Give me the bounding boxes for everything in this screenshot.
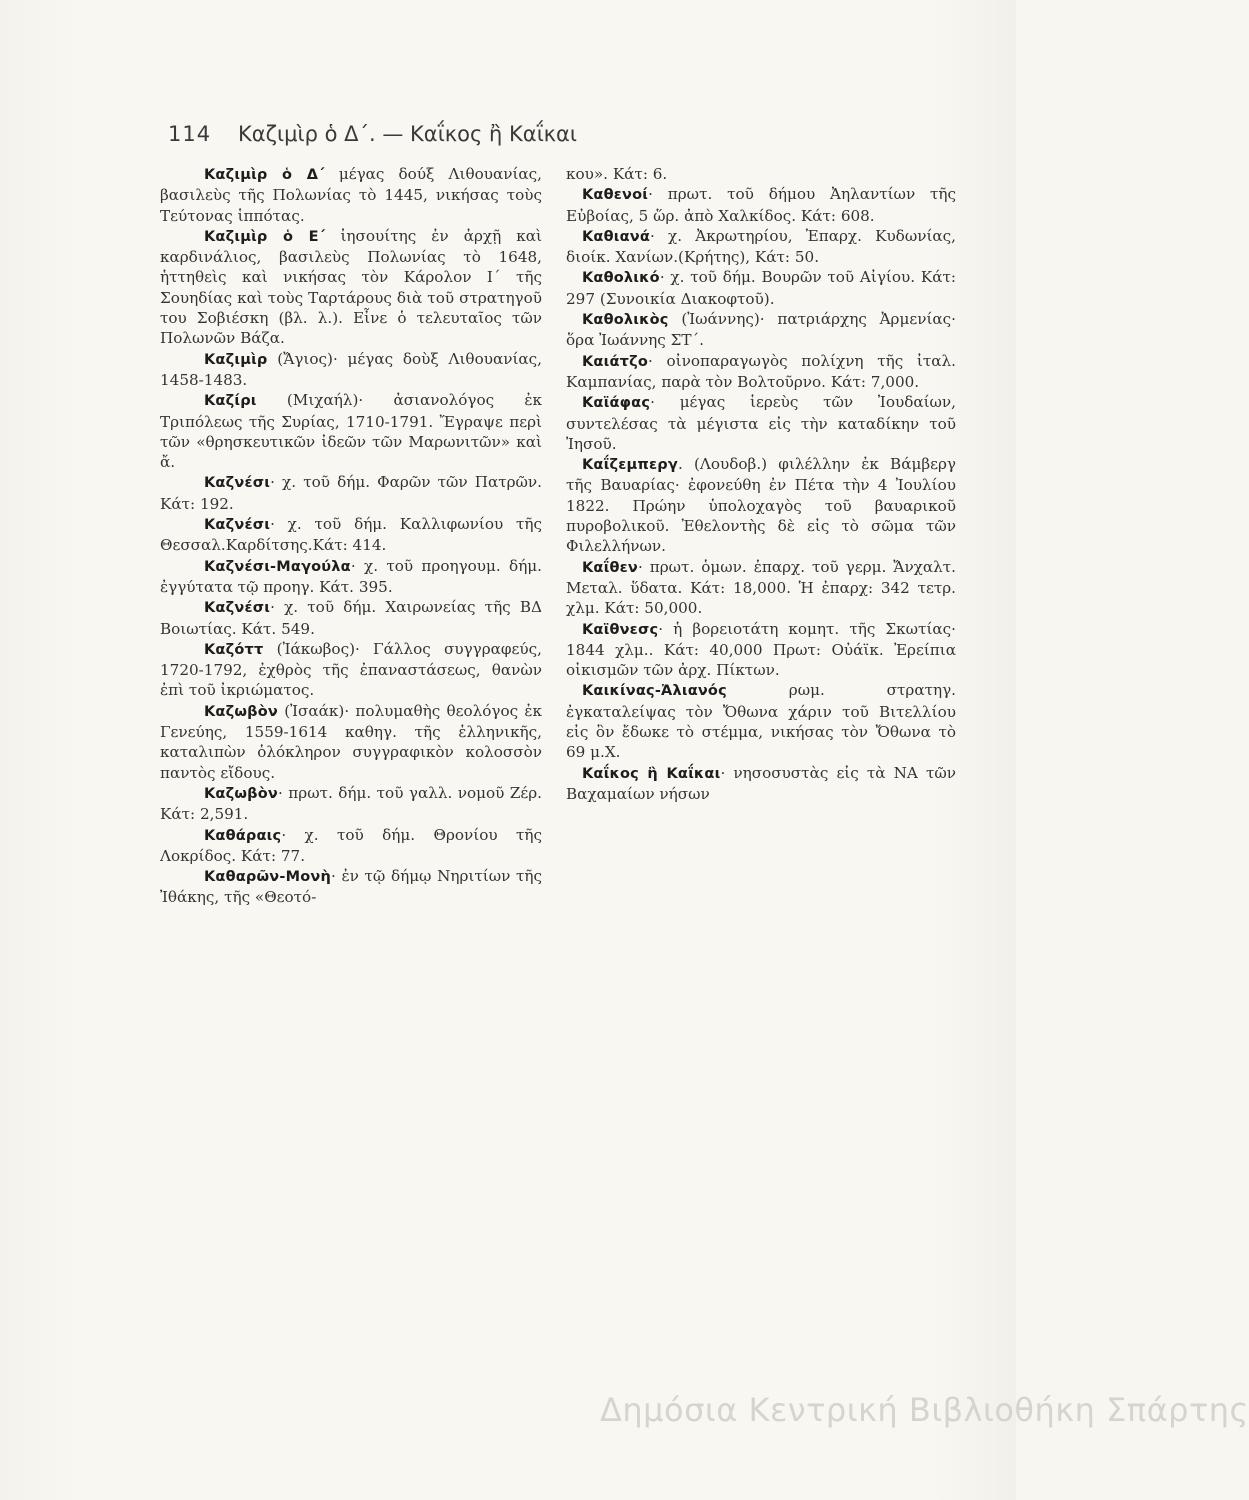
- dictionary-entry: [160, 597, 542, 639]
- dictionary-entry: [160, 349, 542, 391]
- entry-headword: Καθιανά: [582, 228, 651, 245]
- entry-text: · χ. τοῦ δήμ. Καλλιφωνίου τῆς Θεσσαλ.Καρδίτσης.Κάτ: 414.: [160, 515, 542, 555]
- dictionary-entry: [160, 164, 542, 226]
- entry-text: · πρωτ. ὁμων. ἐπαρχ. τοῦ γερμ. Ἄνχαλτ. Μεταλ. ὕδατα. Κάτ: 18,000. Ἡ ἐπαρχ: 342 τετρ. χλμ. Κάτ: 50,000.: [566, 557, 956, 618]
- entry-headword: Καϊθνεσς: [582, 621, 659, 638]
- entry-text: · ἡ βορειοτάτη κομητ. τῆς Σκωτίας· 1844 χλμ.. Κάτ: 40,000 Πρωτ: Οὐάϊκ. Ἐρείπια οἰκισμῶν τῶν ἀρχ. Πίκτων.: [566, 619, 956, 680]
- entry-text: (Ἰάκωβος)· Γάλλος συγγραφεύς, 1720-1792, ἐχθρὸς τῆς ἐπαναστάσεως, θανὼν ἐπὶ τοῦ ἰκριώματος.: [160, 639, 542, 700]
- entry-headword: Καζωβὸν: [204, 703, 278, 720]
- entry-headword: Καθενοί: [582, 187, 649, 204]
- entry-headword: Καΐθεν: [582, 559, 638, 576]
- dictionary-entry: [160, 390, 542, 472]
- library-watermark: Δημόσια Κεντρική Βιβλιοθήκη Σπάρτης: [600, 1391, 1249, 1429]
- entry-headword: Καζνέσι-Μαγούλα: [204, 558, 351, 575]
- entry-text: · χ. τοῦ δήμ. Θρονίου τῆς Λοκρίδος. Κάτ: 77.: [160, 825, 542, 865]
- page-header: [168, 122, 768, 152]
- dictionary-entry: [566, 619, 956, 681]
- entry-headword: Καζιμὶρ ὁ Ε΄: [204, 228, 326, 245]
- left-column: [160, 164, 542, 908]
- entry-headword: Καΐκος ἢ Καΐκαι: [582, 765, 721, 782]
- entry-text: · πρωτ. δήμ. τοῦ γαλλ. νομοῦ Ζέρ. Κάτ: 2,591.: [160, 783, 542, 824]
- dictionary-entry: [566, 226, 956, 268]
- dictionary-entry: [160, 639, 542, 701]
- entry-text: · μέγας ἱερεὺς τῶν Ἰουδαίων, συντελέσας τὰ μέγιστα εἰς τὴν καταδίκην τοῦ Ἰησοῦ.: [566, 393, 956, 453]
- dictionary-entry: [566, 557, 956, 619]
- entry-text: ρωμ. στρατηγ. ἐγκαταλείψας τὸν Ὄθωνα χάριν τοῦ Βιτελλίου εἰς ὃν ἔδωκε τὸ στέμμα, νικήσας τὸν Ὄθωνα τὸ 69 μ.Χ.: [566, 681, 956, 762]
- entry-headword: Καζιμὶρ ὁ Δ΄: [204, 167, 325, 183]
- entry-headword: Καζνέσι: [204, 517, 271, 534]
- entry-text: · ἐν τῷ δήμῳ Νηριτίων τῆς Ἰθάκης, τῆς «Θεοτό-: [160, 867, 542, 907]
- dictionary-entry: [160, 472, 542, 514]
- entry-headword: Καζιμὶρ: [204, 351, 268, 368]
- dictionary-entry: [160, 556, 542, 598]
- dictionary-entry: [160, 783, 542, 825]
- page-number: 114: [168, 122, 212, 146]
- entry-text: · χ. τοῦ δήμ. Φαρῶν τῶν Πατρῶν. Κάτ: 192.: [160, 473, 542, 513]
- entry-headword: Καζνέσι: [204, 475, 271, 492]
- entry-headword: Καιάτζο: [582, 353, 648, 370]
- entry-text: (Ἰσαάκ)· πολυμαθὴς θεολόγος ἐκ Γενεύης, 1559-1614 καθηγ. τῆς ἑλληνικῆς, καταλιπὼν ὁλόκληρον συγγραφικὸν κολοσσὸν παντὸς εἴδους.: [160, 701, 542, 782]
- entry-headword: Καθολικὸς: [582, 312, 669, 329]
- dictionary-entry: [566, 184, 956, 226]
- entry-text: · πρωτ. τοῦ δήμου Ἀηλαντίων τῆς Εὐβοίας, 5 ὥρ. ἀπὸ Χαλκίδος. Κάτ: 608.: [566, 185, 956, 225]
- dictionary-entry: [566, 309, 956, 351]
- entry-text: · οἰνοπαραγωγὸς πολίχνη τῆς ἰταλ. Καμπανίας, παρὰ τὸν Βολτοῦρνο. Κάτ: 7,000.: [566, 351, 956, 391]
- dictionary-entry: [566, 351, 956, 393]
- entry-headword: Καθάραις: [204, 827, 282, 844]
- entry-text: (Ἰωάννης)· πατριάρχης Ἀρμενίας· ὅρα Ἰωάννης ΣΤ΄.: [566, 310, 956, 350]
- dictionary-entry: [566, 267, 956, 309]
- entry-text: · χ. τοῦ δήμ. Χαιρωνείας τῆς ΒΔ Βοιωτίας. Κάτ. 549.: [160, 598, 542, 638]
- entry-text: μέγας δούξ Λιθουανίας, βασιλεὺς τῆς Πολωνίας τὸ 1445, νικήσας τοὺς Τεύτονας ἱππότας.: [160, 165, 542, 225]
- entry-text: · νησοσυστὰς εἰς τὰ ΝΑ τῶν Βαχαμαίων νήσων: [566, 763, 957, 803]
- entry-text: ἰησουίτης ἐν ἀρχῇ καὶ καρδινάλιος, βασιλεὺς Πολωνίας τὸ 1648, ἡττηθεὶς καὶ νικήσας τὸν Κάρολον Ι΄ τῆς Σουηδίας καὶ τοὺς Ταρτάρους διὰ τοῦ στρατηγοῦ του Σοβιέσκη (βλ. λ.). Εἶνε ὁ τελευταῖος τῶν Πολωνῶν Βάζα.: [160, 226, 542, 348]
- entry-headword: Καζνέσι: [204, 600, 271, 617]
- entry-headword: Καικίνας-Ἀλιανός: [582, 683, 727, 700]
- entry-headword: Καζωβὸν: [204, 785, 278, 802]
- dictionary-entry: [160, 866, 542, 908]
- entry-headword: Καΐζεμπεργ: [582, 457, 678, 474]
- right-column: [566, 164, 956, 804]
- entry-text: κου». Κάτ: 6.: [566, 165, 668, 183]
- dictionary-entry: [160, 226, 542, 349]
- entry-text: · χ. τοῦ προηγουμ. δήμ. ἐγγύτατα τῷ προηγ. Κάτ. 395.: [160, 556, 542, 596]
- entry-text: · χ. τοῦ δήμ. Βουρῶν τοῦ Αἰγίου. Κάτ: 297 (Συνοικία Διακοφτοῦ).: [566, 268, 956, 308]
- dictionary-entry: [566, 763, 956, 805]
- entry-headword: Καθαρῶν-Μονὴ: [204, 869, 331, 886]
- dictionary-entry: [566, 164, 956, 184]
- dictionary-entry: [566, 680, 956, 762]
- dictionary-entry: [566, 454, 956, 556]
- dictionary-entry: [160, 701, 542, 783]
- entry-text: (Ἄγιος)· μέγας δοὺξ Λιθουανίας, 1458-1483.: [160, 349, 542, 389]
- entry-headword: Καϊάφας: [582, 395, 651, 412]
- dictionary-entry: [160, 825, 542, 867]
- running-title: Καζιμὶρ ὁ Δ΄. — Καΐκος ἢ Καΐκαι: [238, 122, 578, 146]
- entry-text: . (Λουδοβ.) φιλέλλην ἐκ Βάμβεργ τῆς Βαυαρίας· ἐφονεύθη ἐν Πέτα τὴν 4 Ἰουλίου 1822. Πρώην ὑπολοχαγὸς τοῦ βαυαρικοῦ πυροβολικοῦ. Ἐθελοντὴς δὲ εἰς τὸ σῶμα τῶν Φιλελλήνων.: [566, 455, 956, 556]
- entry-text: (Μιχαήλ)· ἀσιανολόγος ἐκ Τριπόλεως τῆς Συρίας, 1710-1791. Ἔγραψε περὶ τῶν «θρησκευτικῶν ἰδεῶν τῶν Μαρωνιτῶν» καὶ ἄ.: [160, 391, 542, 472]
- entry-text: · χ. Ἀκρωτηρίου, Ἐπαρχ. Κυδωνίας, διοίκ. Χανίων.(Κρήτης), Κάτ: 50.: [566, 226, 956, 267]
- dictionary-entry: [160, 514, 542, 556]
- dictionary-entry: [566, 392, 956, 454]
- entry-headword: Καζίρι: [204, 393, 257, 410]
- entry-headword: Καζόττ: [204, 641, 264, 658]
- entry-headword: Καθολικό: [582, 270, 660, 287]
